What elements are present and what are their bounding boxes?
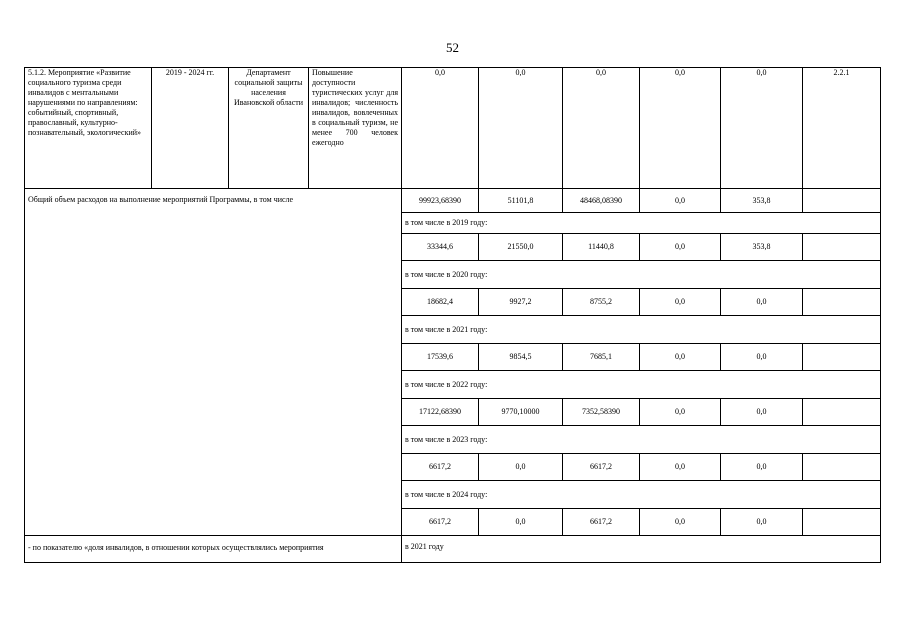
event-name: 5.1.2. Мероприятие «Развитие социального туризма среди инвалидов с ментальными нарушениями по направлениям: событийный, спортивный, православный, культурно-познавательный, экологический» — [25, 68, 152, 189]
total-value: 0,0 — [640, 189, 721, 213]
year-value: 9927,2 — [479, 289, 563, 316]
year-label: в том числе в 2020 году: — [402, 261, 881, 289]
page-number: 52 — [446, 40, 459, 55]
year-value: 9854,5 — [479, 344, 563, 371]
event-value: 0,0 — [563, 68, 640, 189]
year-value: 6617,2 — [402, 509, 479, 536]
year-value: 6617,2 — [402, 454, 479, 481]
year-label: в том числе в 2023 году: — [402, 426, 881, 454]
year-value: 6617,2 — [563, 454, 640, 481]
total-empty-cell — [803, 189, 881, 213]
year-empty-cell — [803, 509, 881, 536]
year-label: в том числе в 2021 году: — [402, 316, 881, 344]
year-value: 353,8 — [721, 234, 803, 261]
year-value: 7352,58390 — [563, 399, 640, 426]
year-value: 17539,6 — [402, 344, 479, 371]
year-value: 11440,8 — [563, 234, 640, 261]
indicator-label: - по показателю «доля инвалидов, в отношении которых осуществлялись мероприятия — [25, 536, 402, 563]
event-executor: Департамент социальной защиты населения Ивановской области — [229, 68, 309, 189]
event-result: Повышение доступности туристических услуг для инвалидов; численность инвалидов, вовлеченных в социальный туризм, не менее 700 человек ежегодно — [309, 68, 402, 189]
year-value: 0,0 — [640, 289, 721, 316]
year-label: в том числе в 2024 году: — [402, 481, 881, 509]
event-row — [25, 68, 881, 189]
year-value: 0,0 — [640, 509, 721, 536]
total-label: Общий объем расходов на выполнение мероприятий Программы, в том числе — [25, 189, 402, 536]
event-value: 0,0 — [402, 68, 479, 189]
event-value: 0,0 — [479, 68, 563, 189]
year-label: в том числе в 2019 году: — [402, 213, 881, 234]
year-value: 7685,1 — [563, 344, 640, 371]
year-value: 9770,10000 — [479, 399, 563, 426]
event-value: 0,0 — [640, 68, 721, 189]
total-value: 99923,68390 — [402, 189, 479, 213]
year-empty-cell — [803, 234, 881, 261]
year-value: 0,0 — [721, 289, 803, 316]
total-value: 48468,08390 — [563, 189, 640, 213]
event-period: 2019 - 2024 гг. — [152, 68, 229, 189]
year-value: 0,0 — [640, 399, 721, 426]
program-budget-table — [24, 67, 881, 563]
year-empty-cell — [803, 289, 881, 316]
event-value: 0,0 — [721, 68, 803, 189]
total-value: 353,8 — [721, 189, 803, 213]
year-value: 0,0 — [721, 399, 803, 426]
total-value: 51101,8 — [479, 189, 563, 213]
year-value: 0,0 — [721, 454, 803, 481]
event-code: 2.2.1 — [803, 68, 881, 189]
year-value: 0,0 — [640, 234, 721, 261]
total-row — [25, 189, 881, 213]
year-value: 0,0 — [640, 454, 721, 481]
year-value: 8755,2 — [563, 289, 640, 316]
indicator-row — [25, 536, 881, 563]
year-empty-cell — [803, 344, 881, 371]
year-value: 0,0 — [721, 344, 803, 371]
year-value: 0,0 — [479, 509, 563, 536]
year-empty-cell — [803, 454, 881, 481]
year-label: в том числе в 2022 году: — [402, 371, 881, 399]
year-value: 6617,2 — [563, 509, 640, 536]
year-value: 0,0 — [479, 454, 563, 481]
year-value: 0,0 — [721, 509, 803, 536]
year-value: 21550,0 — [479, 234, 563, 261]
year-value: 33344,6 — [402, 234, 479, 261]
year-value: 18682,4 — [402, 289, 479, 316]
year-empty-cell — [803, 399, 881, 426]
indicator-year: в 2021 году — [402, 536, 881, 563]
year-value: 17122,68390 — [402, 399, 479, 426]
year-value: 0,0 — [640, 344, 721, 371]
